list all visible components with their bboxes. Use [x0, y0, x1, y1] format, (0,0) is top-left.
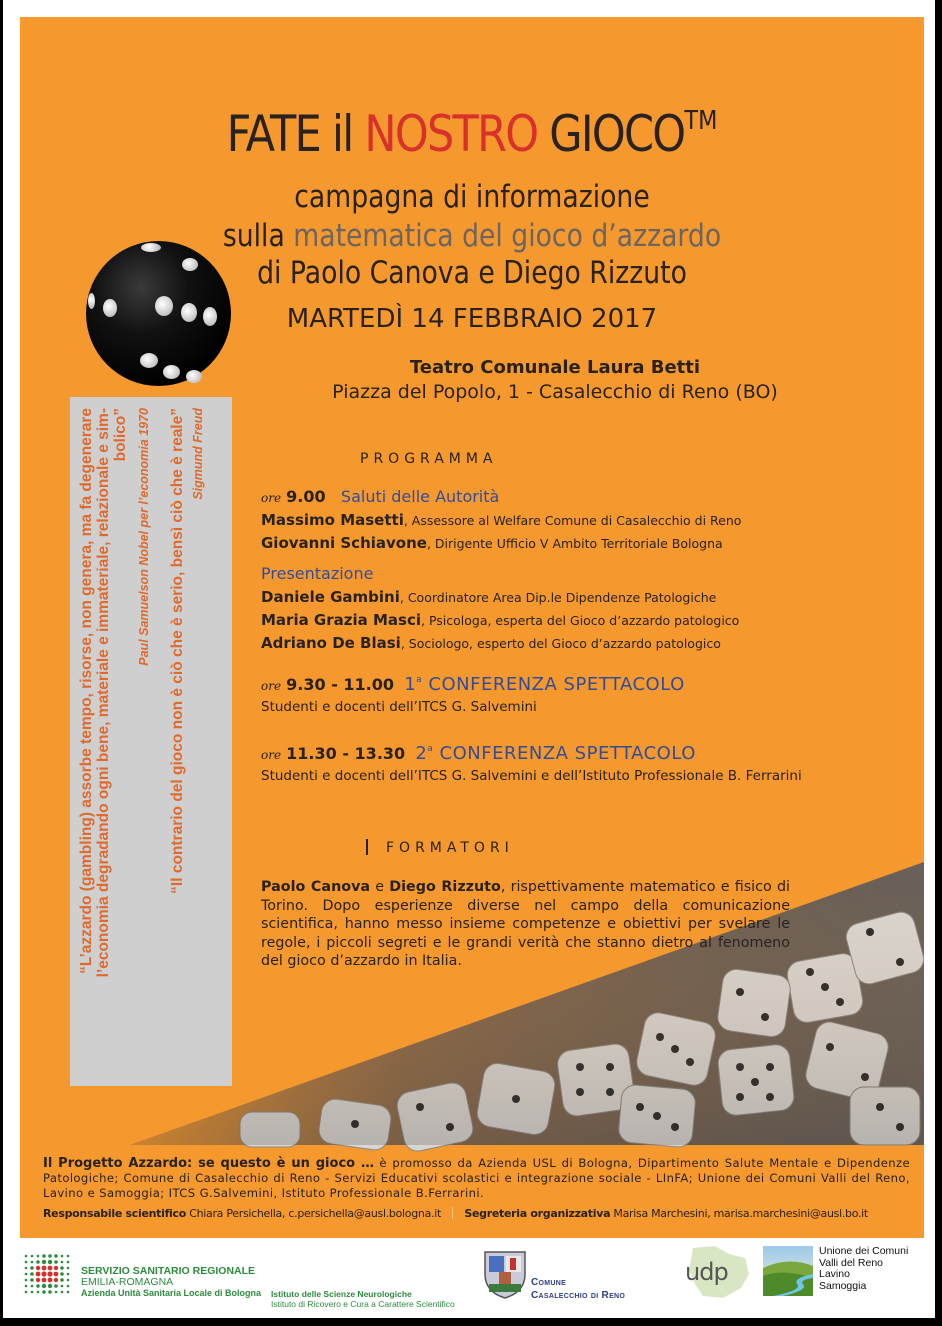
quote-samuelson-author: Paul Samuelson Nobel per l’economia 1970	[137, 408, 151, 666]
ssr-dot-grid-icon	[23, 1253, 73, 1297]
contacts-line: Responsabile scientifico Chiara Persichella, c.persichella@ausl.bologna.it Segreteria organizzativa Marisa Marchesini, marisa.marchesini@ausl.bo.it	[43, 1207, 868, 1220]
isn-logo-text: Istituto delle Scienze Neurologiche Istituto di Ricovero e Cura a Carattere Scientifico	[271, 1289, 455, 1309]
quote-freud-author: Sigmund Freud	[191, 408, 205, 500]
comune-casalecchio-logo: Comune Casalecchio di Reno	[483, 1248, 527, 1305]
formatori-divider	[366, 839, 368, 855]
segr-contact[interactable]: Marisa Marchesini, marisa.marchesini@ausl.bo.it	[610, 1207, 868, 1220]
sponsor-logos: SERVIZIO SANITARIO REGIONALE EMILIA-ROMAGNA Azienda Unità Sanitaria Locale di Bologna Istituto delle Scienze Neurologiche Istituto di Ricovero e Cura a Carattere Scientifico Comune Casalecchio di Reno udp Unione dei Comuni Valli del Reno Lavino Samoggia	[3, 1238, 935, 1318]
speaker-row: Maria Grazia Masci, Psicologa, esperta del Gioco d’azzardo patologico	[261, 611, 740, 629]
block2-title: Presentazione	[261, 564, 374, 583]
programma-heading: PROGRAMMA	[360, 451, 498, 467]
poster: FATE il NOSTRO GIOCO™ campagna di informazione sulla matematica del gioco d’azzardo di Paolo Canova e Diego Rizzuto MARTEDÌ 14 FEBBRAIO 2017 Teatro Comunale Laura Betti Piazza del Popolo, 1 - Casalecchio di Reno (BO) “L’azzardo (gambling) assorbe tempo, risorse, non genera, ma fa degenerare l’economia degradando ogni bene, materiale e immateriale, relazionale e sim- bolico” Paul Samuelson Nobel per l’economia 1970 “Il contrario del gioco non è ciò che è serio, bensì ciò che è reale” Sigmund Freud PROGRAMMA ore 9.00 Saluti delle Autorità Massimo Masetti, Assessore al Welfare Comune di Casalecchio di Reno Giovanni Schiavone, Dirigente Ufficio V Ambito Territoriale Bologna Presentazione Daniele Gambini, Coordinatore Area Dip.le Dipendenze Patologiche Maria Grazia Masci, Psicologa, esperta del Gioco d’azzardo patologico Adriano De Blasi, Sociologo, esperto del Gioco d’azzardo patologico ore 9.30 - 11.00 1$^a$ CONFERENZA SPETTACOLO Studenti e docenti dell’ITCS G. Salvemini ore 11.30 - 13.30 2$^a$ CONFERENZA SPETTACOLO Studenti e docenti dell’ITCS G. Salvemini e dell’Istituto Professionale B. Ferrarini FORMATORI Paolo Canova e Diego Rizzuto, rispettivamente matematico e fisico di Torino. Dopo esperienze diverse nel campo della comunicazione scientifica, hanno messo insieme competenze e obiettivi per svelare le regole, i piccoli segreti e le grandi verità che stanno dietro al fenomeno del gioco d’azzardo in Italia. Il Progetto Azzardo: se questo è un gioco … è promosso da Azienda USL di Bologna, Dipartimento Salute Mentale e Dipendenze Patologiche; Comune di Casalecchio di Reno - Servizi Educativi scolastici e integrazione sociale - LInFA; Unione dei Comuni Valli del Reno, Lavino e Samoggia; ITCS G.Salvemini, Istituto Professionale B.Ferrarini. Responsabile scientifico Chiara Persichella, c.persichella@ausl.bologna.it Segreteria organizzativa Marisa Marchesini, marisa.marchesini@ausl.bo.it	[20, 17, 924, 1238]
subtitle-line3: di Paolo Canova e Diego Rizzuto	[257, 255, 687, 291]
conference2-desc: Studenti e docenti dell’ITCS G. Salvemini e dell’Istituto Professionale B. Ferrarini	[261, 768, 802, 784]
subtitle-line2-grey: matematica del gioco d’azzardo	[293, 218, 722, 254]
project-description: Il Progetto Azzardo: se questo è un gioco … è promosso da Azienda USL di Bologna, Dipartimento Salute Mentale e Dipendenze Patologiche; Comune di Casalecchio di Reno - Servizi Educativi scolastici e integrazione sociale - LInFA; Unione dei Comuni Valli del Reno, Lavino e Samoggia; ITCS G.Salvemini, Istituto Professionale B.Ferrarini.	[43, 1156, 911, 1200]
block1-time: 9.00	[286, 487, 326, 506]
conference1-header: ore 9.30 - 11.00 1$^a$ CONFERENZA SPETTACOLO	[261, 674, 685, 695]
event-address: Piazza del Popolo, 1 - Casalecchio di Reno (BO)	[332, 381, 778, 403]
resp-contact[interactable]: Chiara Persichella, c.persichella@ausl.bologna.it	[186, 1207, 441, 1220]
event-venue: Teatro Comunale Laura Betti	[409, 357, 701, 378]
formatori-heading: FORMATORI	[386, 840, 514, 856]
subtitle-line2	[83, 218, 860, 254]
quote-samuelson: “L’azzardo (gambling) assorbe tempo, risorse, non genera, ma fa degenerare l’economia degradando ogni bene, materiale e immateriale, relazionale e sim- bolico”	[78, 408, 129, 978]
unione-comuni-logo: Unione dei Comuni Valli del Reno Lavino Samoggia	[763, 1246, 813, 1301]
quote-panel	[70, 397, 232, 1086]
event-date: MARTEDÌ 14 FEBBRAIO 2017	[286, 304, 658, 334]
page	[3, 0, 935, 1318]
speaker-row: Daniele Gambini, Coordinatore Area Dip.le Dipendenze Patologiche	[261, 588, 717, 606]
block1-title: Saluti delle Autorità	[340, 487, 500, 506]
conference2-header: ore 11.30 - 13.30 2$^a$ CONFERENZA SPETTACOLO	[261, 743, 696, 764]
separator	[452, 1207, 453, 1219]
trademark-mark: TM	[684, 106, 718, 136]
coat-of-arms-icon	[483, 1248, 527, 1300]
subtitle-line2-dark: sulla	[222, 218, 294, 254]
udp-logo: udp	[663, 1244, 753, 1300]
speaker-row: Giovanni Schiavone, Dirigente Ufficio V Ambito Territoriale Bologna	[261, 534, 723, 552]
title-part1: FATE il	[226, 105, 365, 163]
subtitle-line1: campagna di informazione	[294, 179, 650, 215]
valley-river-icon	[763, 1246, 813, 1296]
speaker-row: Adriano De Blasi, Sociologo, esperto del Gioco d’azzardo patologico	[261, 634, 721, 652]
speaker-row: Massimo Masetti, Assessore al Welfare Comune di Casalecchio di Reno	[261, 511, 742, 529]
conference1-desc: Studenti e docenti dell’ITCS G. Salvemini	[261, 699, 537, 715]
title-part3: GIOCO	[537, 105, 685, 163]
black-dice-ball-icon	[86, 241, 231, 386]
formatori-bio: Paolo Canova e Diego Rizzuto, rispettivamente matematico e fisico di Torino. Dopo esperienze diverse nel campo della comunicazione scientifica, hanno messo insieme competenze e obiettivi per svelare le regole, i piccoli segreti e le grandi verità che stanno dietro al fenomeno del gioco d’azzardo in Italia.	[261, 879, 791, 969]
quote-freud: “Il contrario del gioco non è ciò che è serio, bensì ciò che è reale”	[169, 408, 186, 894]
title-part2: NOSTRO	[364, 105, 538, 163]
poster-title	[83, 105, 860, 163]
